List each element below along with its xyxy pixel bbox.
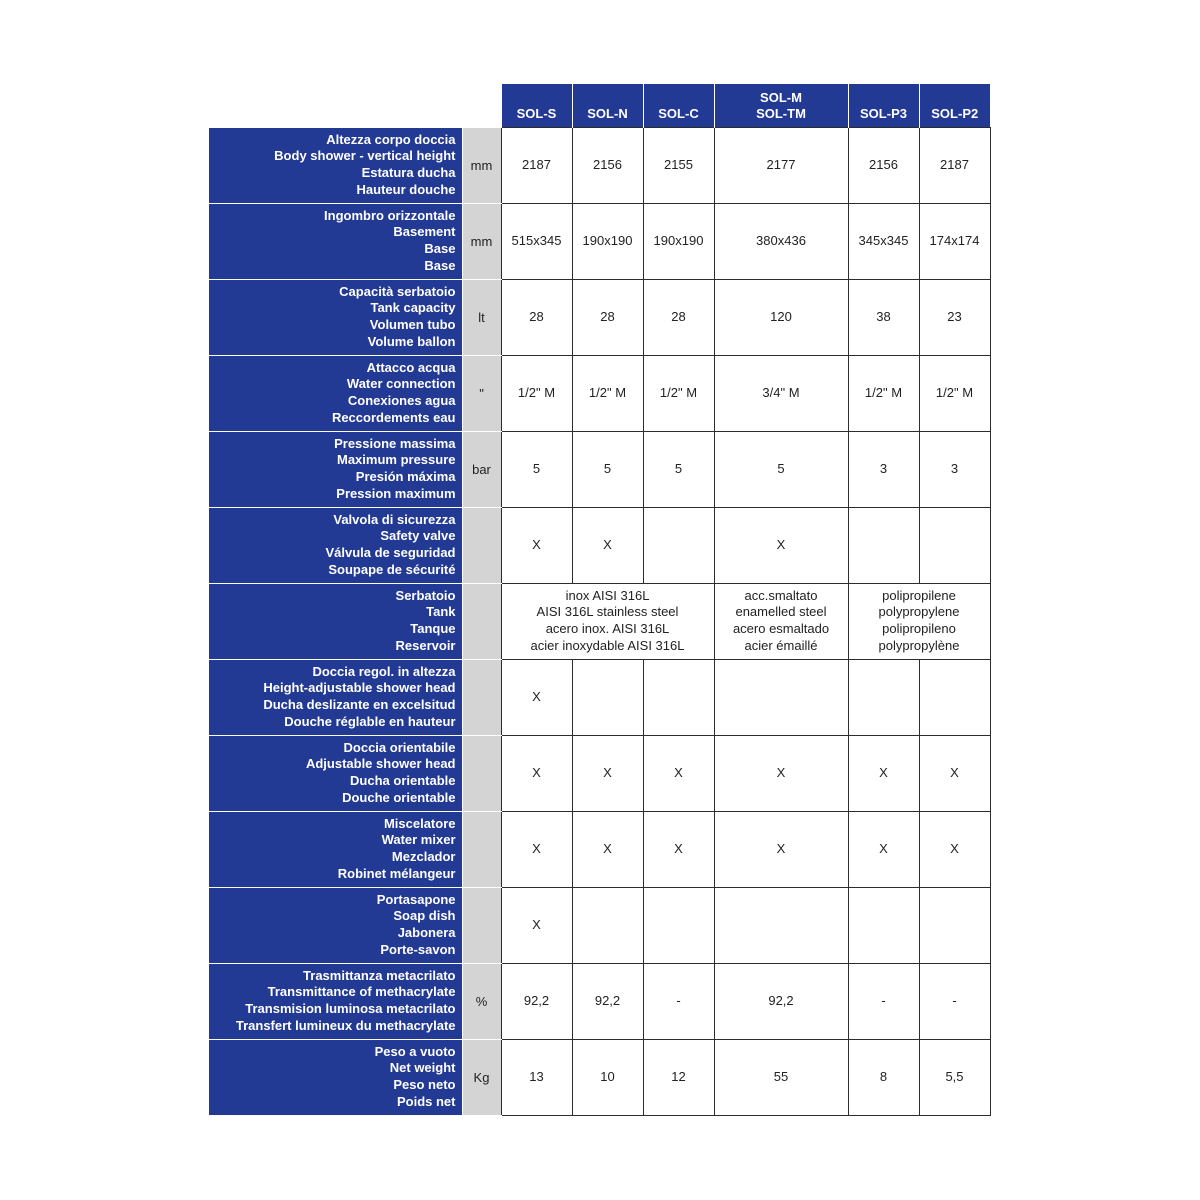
- value-cell: X: [501, 507, 572, 583]
- value-cell: X: [714, 811, 848, 887]
- merged-value-cell: acc.smaltato enamelled steel acero esmaltado acier émaillé: [714, 583, 848, 659]
- row-label-line: Height-adjustable shower head: [263, 680, 456, 696]
- value-cell: 12: [643, 1039, 714, 1115]
- value-cell: [643, 507, 714, 583]
- value-cell: 92,2: [501, 963, 572, 1039]
- row-label-line: Robinet mélangeur: [337, 865, 456, 881]
- value-cell: 190x190: [643, 203, 714, 279]
- spec-row: [209, 963, 990, 1039]
- value-cell: 28: [643, 279, 714, 355]
- value-cell: 1/2" M: [643, 355, 714, 431]
- value-cell: 5,5: [919, 1039, 990, 1115]
- row-label-line: Volumen tubo: [369, 317, 456, 332]
- value-cell: [714, 659, 848, 735]
- spec-row: [209, 127, 990, 203]
- row-label-line: Transmittance of methacrylate: [267, 984, 456, 1000]
- row-label-line: Tanque: [410, 621, 456, 636]
- row-unit: [462, 735, 501, 811]
- spec-row: [209, 203, 990, 279]
- model-header-sol-s: SOL-S: [501, 84, 572, 127]
- row-label-line: Pression maximum: [336, 485, 456, 501]
- value-cell: X: [848, 811, 919, 887]
- value-cell: [848, 887, 919, 963]
- row-unit: Kg: [462, 1039, 501, 1115]
- row-label-line: Estatura ducha: [361, 165, 456, 180]
- value-cell: X: [501, 811, 572, 887]
- row-label-line: Altezza corpo doccia: [326, 131, 456, 147]
- spec-row: [209, 583, 990, 659]
- value-cell: 380x436: [714, 203, 848, 279]
- row-label-line: Pressione massima: [334, 435, 456, 451]
- row-label: [209, 659, 462, 735]
- value-cell: [643, 659, 714, 735]
- row-label-line: Water mixer: [381, 832, 456, 848]
- row-label-line: Attacco acqua: [366, 359, 456, 375]
- value-cell: 3: [919, 431, 990, 507]
- merged-value-cell: inox AISI 316L AISI 316L stainless steel acero inox. AISI 316L acier inoxydable AISI 316L: [501, 583, 714, 659]
- value-cell: X: [572, 735, 643, 811]
- value-cell: 2156: [572, 127, 643, 203]
- value-cell: [572, 887, 643, 963]
- row-unit: [462, 507, 501, 583]
- row-label-line: Hauteur douche: [356, 181, 456, 197]
- spec-row: [209, 811, 990, 887]
- value-cell: X: [572, 811, 643, 887]
- row-label-line: Soap dish: [393, 908, 456, 924]
- value-cell: 5: [643, 431, 714, 507]
- value-cell: 1/2" M: [919, 355, 990, 431]
- row-label: [209, 887, 462, 963]
- value-cell: [919, 887, 990, 963]
- value-cell: X: [501, 735, 572, 811]
- row-label-line: Adjustable shower head: [305, 756, 456, 772]
- model-header-row: [209, 84, 990, 127]
- value-cell: [848, 659, 919, 735]
- value-cell: 5: [714, 431, 848, 507]
- row-label: [209, 355, 462, 431]
- value-cell: 55: [714, 1039, 848, 1115]
- value-cell: -: [919, 963, 990, 1039]
- row-label-line: Doccia orientabile: [343, 739, 456, 755]
- value-cell: 38: [848, 279, 919, 355]
- value-cell: 120: [714, 279, 848, 355]
- model-header-sol-p2: SOL-P2: [919, 84, 990, 127]
- row-label-line: Tank capacity: [370, 300, 456, 316]
- value-cell: [919, 507, 990, 583]
- row-label-line: Válvula de seguridad: [325, 545, 456, 560]
- value-cell: [572, 659, 643, 735]
- value-cell: 174x174: [919, 203, 990, 279]
- row-label-line: Ducha orientable: [350, 773, 456, 788]
- row-label-line: Soupape de sécurité: [328, 561, 456, 577]
- row-unit: mm: [462, 127, 501, 203]
- value-cell: [919, 659, 990, 735]
- value-cell: -: [643, 963, 714, 1039]
- spec-row: [209, 355, 990, 431]
- value-cell: X: [848, 735, 919, 811]
- spec-row: [209, 279, 990, 355]
- value-cell: 10: [572, 1039, 643, 1115]
- value-cell: 8: [848, 1039, 919, 1115]
- row-unit: %: [462, 963, 501, 1039]
- row-label-line: Transmision luminosa metacrilato: [245, 1001, 456, 1016]
- row-label-line: Base: [424, 241, 456, 256]
- row-label: [209, 431, 462, 507]
- value-cell: X: [714, 507, 848, 583]
- row-label: [209, 811, 462, 887]
- row-label-line: Reservoir: [395, 637, 456, 653]
- row-label: [209, 583, 462, 659]
- value-cell: 5: [572, 431, 643, 507]
- row-label-line: Body shower - vertical height: [274, 148, 456, 164]
- value-cell: 1/2" M: [572, 355, 643, 431]
- value-cell: X: [714, 735, 848, 811]
- value-cell: X: [501, 659, 572, 735]
- model-header-sol-m: SOL-M SOL-TM: [714, 84, 848, 127]
- row-unit: [462, 811, 501, 887]
- value-cell: 92,2: [572, 963, 643, 1039]
- row-label-line: Jabonera: [397, 925, 456, 940]
- value-cell: 23: [919, 279, 990, 355]
- row-label-line: Portasapone: [376, 891, 456, 907]
- value-cell: X: [643, 811, 714, 887]
- value-cell: 190x190: [572, 203, 643, 279]
- value-cell: 2177: [714, 127, 848, 203]
- value-cell: [643, 887, 714, 963]
- value-cell: [848, 507, 919, 583]
- value-cell: [714, 887, 848, 963]
- value-cell: 2187: [919, 127, 990, 203]
- row-label-line: Ingombro orizzontale: [324, 207, 456, 223]
- row-label: [209, 279, 462, 355]
- value-cell: X: [919, 735, 990, 811]
- row-unit: [462, 659, 501, 735]
- row-label-line: Safety valve: [380, 528, 456, 544]
- value-cell: X: [919, 811, 990, 887]
- header-corner: [209, 84, 501, 127]
- value-cell: 92,2: [714, 963, 848, 1039]
- value-cell: 1/2" M: [848, 355, 919, 431]
- row-label-line: Peso a vuoto: [374, 1043, 456, 1059]
- row-label-line: Mezclador: [391, 849, 456, 864]
- row-label-line: Trasmittanza metacrilato: [303, 967, 456, 983]
- row-unit: [462, 887, 501, 963]
- row-label: [209, 127, 462, 203]
- value-cell: 13: [501, 1039, 572, 1115]
- row-label: [209, 735, 462, 811]
- row-label-line: Maximum pressure: [337, 452, 456, 468]
- merged-value-cell: polipropilene polypropylene polipropileno polypropylène: [848, 583, 990, 659]
- row-unit: bar: [462, 431, 501, 507]
- row-unit: mm: [462, 203, 501, 279]
- row-label: [209, 963, 462, 1039]
- row-label-line: Basement: [393, 224, 456, 240]
- row-unit: ": [462, 355, 501, 431]
- value-cell: 345x345: [848, 203, 919, 279]
- spec-row: [209, 659, 990, 735]
- value-cell: 1/2" M: [501, 355, 572, 431]
- model-header-sol-n: SOL-N: [572, 84, 643, 127]
- row-label: [209, 507, 462, 583]
- spec-row: [209, 1039, 990, 1115]
- row-label-line: Miscelatore: [383, 815, 456, 831]
- row-label-line: Volume ballon: [367, 333, 456, 349]
- row-label-line: Valvola di sicurezza: [333, 511, 456, 527]
- row-unit: [462, 583, 501, 659]
- row-label-line: Water connection: [346, 376, 456, 392]
- model-header-sol-c: SOL-C: [643, 84, 714, 127]
- row-label-line: Conexiones agua: [347, 393, 456, 408]
- value-cell: -: [848, 963, 919, 1039]
- row-label-line: Serbatoio: [395, 587, 456, 603]
- row-label-line: Doccia regol. in altezza: [312, 663, 456, 679]
- row-label: [209, 203, 462, 279]
- row-unit: lt: [462, 279, 501, 355]
- row-label-line: Douche réglable en hauteur: [284, 713, 456, 729]
- value-cell: 5: [501, 431, 572, 507]
- value-cell: 28: [572, 279, 643, 355]
- row-label-line: Base: [424, 257, 456, 273]
- value-cell: X: [572, 507, 643, 583]
- row-label-line: Capacità serbatoio: [339, 283, 456, 299]
- value-cell: 3/4" M: [714, 355, 848, 431]
- value-cell: 2187: [501, 127, 572, 203]
- value-cell: X: [501, 887, 572, 963]
- value-cell: 3: [848, 431, 919, 507]
- value-cell: X: [643, 735, 714, 811]
- row-label-line: Poids net: [396, 1093, 456, 1109]
- row-label-line: Tank: [426, 604, 456, 620]
- spec-row: [209, 735, 990, 811]
- row-label-line: Net weight: [389, 1060, 456, 1076]
- row-label-line: Ducha deslizante en excelsitud: [263, 697, 456, 712]
- value-cell: 2155: [643, 127, 714, 203]
- row-label-line: Douche orientable: [342, 789, 456, 805]
- row-label-line: Transfert lumineux du methacrylate: [235, 1017, 456, 1033]
- row-label-line: Reccordements eau: [331, 409, 456, 425]
- spec-row: [209, 507, 990, 583]
- row-label-line: Presión máxima: [355, 469, 456, 484]
- spec-table: [209, 84, 991, 1116]
- model-header-sol-p3: SOL-P3: [848, 84, 919, 127]
- row-label: [209, 1039, 462, 1115]
- spec-row: [209, 431, 990, 507]
- value-cell: 515x345: [501, 203, 572, 279]
- row-label-line: Peso neto: [393, 1077, 456, 1092]
- spec-row: [209, 887, 990, 963]
- value-cell: 28: [501, 279, 572, 355]
- row-label-line: Porte-savon: [380, 941, 456, 957]
- spec-body: [209, 127, 990, 1115]
- value-cell: 2156: [848, 127, 919, 203]
